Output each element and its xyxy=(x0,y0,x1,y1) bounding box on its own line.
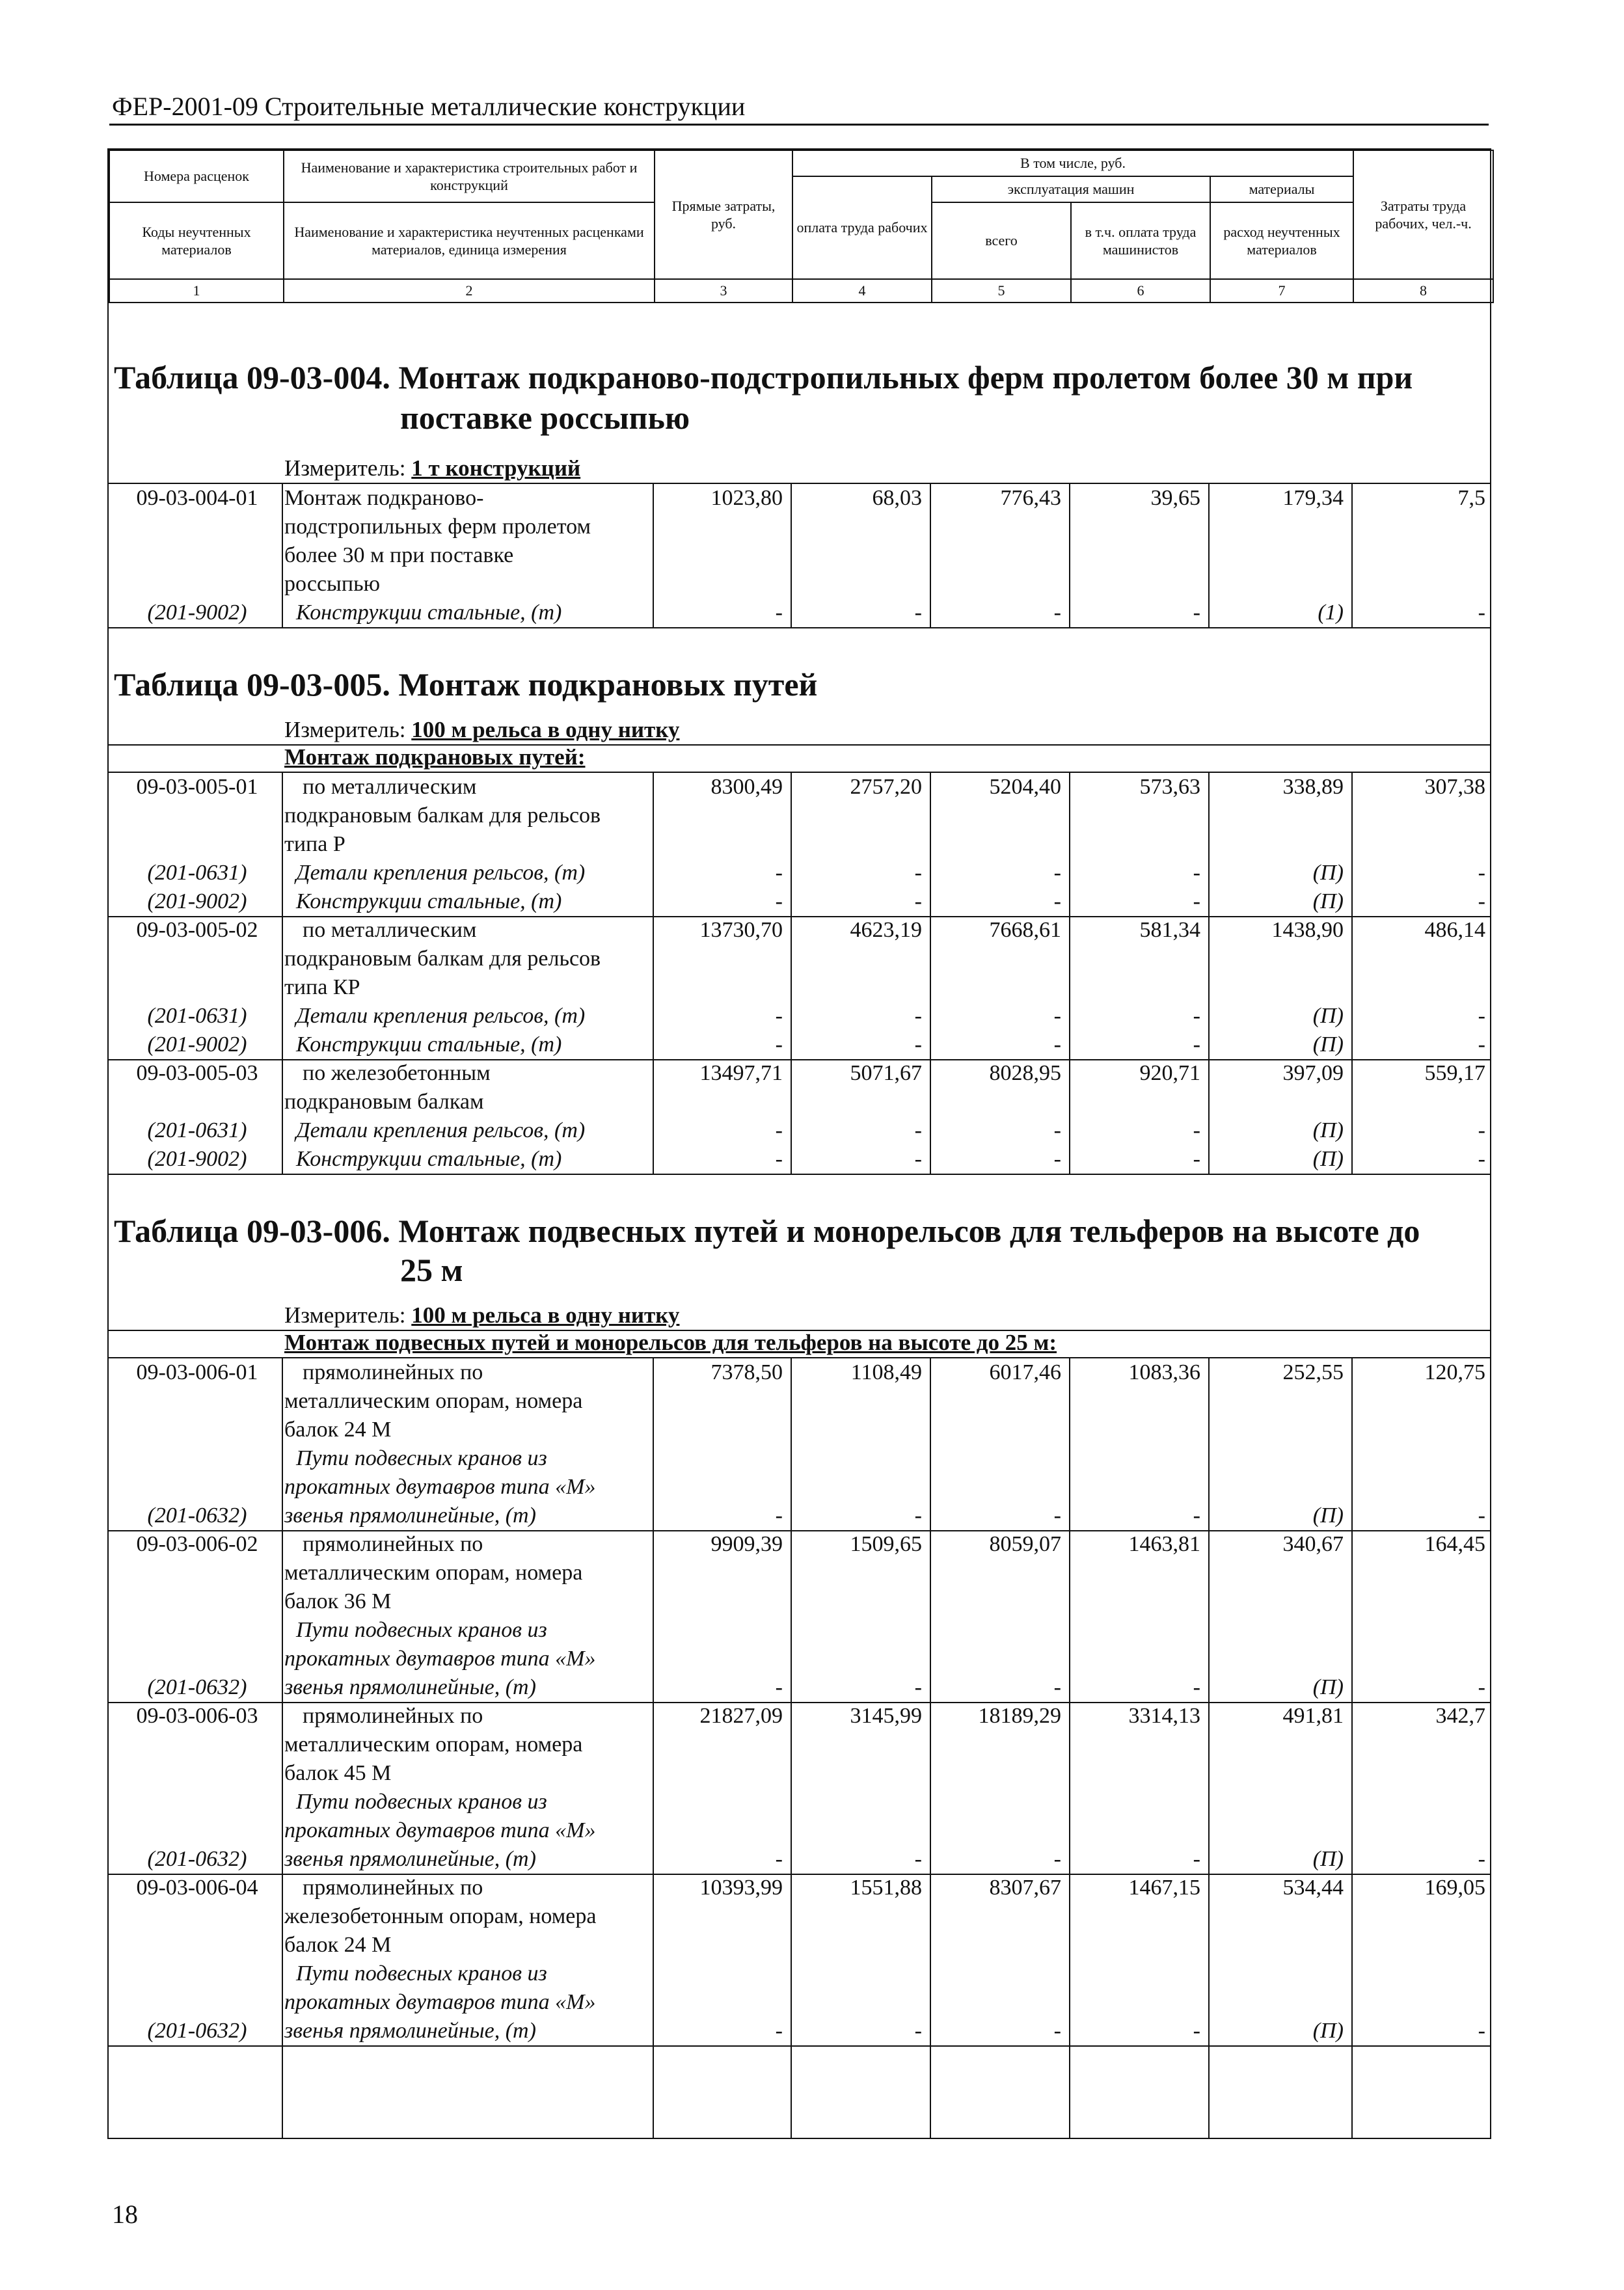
value-col-6: 3314,13 xyxy=(1128,1704,1200,1728)
description-line: железобетонным опорам, номера xyxy=(284,1904,597,1928)
description-line: звенья прямолинейные, (т) xyxy=(284,1675,536,1699)
value-col-6: - xyxy=(1193,1503,1200,1528)
value-col-4: 68,03 xyxy=(872,486,922,510)
value-col-4: 2757,20 xyxy=(850,775,922,799)
value-col-7: (П) xyxy=(1312,861,1344,885)
value-col-6: 920,71 xyxy=(1139,1061,1200,1085)
value-col-5: 7668,61 xyxy=(989,918,1061,942)
value-col-8: - xyxy=(1478,600,1485,625)
value-col-6: 1467,15 xyxy=(1128,1876,1200,1900)
value-col-3: 7378,50 xyxy=(710,1360,783,1384)
value-col-6: - xyxy=(1193,889,1200,913)
value-col-7: (П) xyxy=(1312,1503,1344,1528)
rate-code: 09-03-005-01 xyxy=(136,775,258,799)
rate-code: 09-03-006-03 xyxy=(136,1704,258,1728)
value-col-3: 21827,09 xyxy=(699,1704,783,1728)
material-row xyxy=(107,1002,1491,1030)
value-col-7: 340,67 xyxy=(1282,1532,1344,1556)
meter-line: Измеритель: 100 м рельса в одну нитку xyxy=(284,1302,680,1328)
value-col-3: - xyxy=(775,889,783,913)
material-row xyxy=(107,1960,1491,2045)
value-col-5: - xyxy=(1053,1147,1061,1171)
column-divider xyxy=(1208,1357,1210,2139)
col-number: 1 xyxy=(109,279,284,303)
description-line: прокатных двутавров типа «М» xyxy=(284,1647,596,1671)
description-line: металлическим опорам, номера xyxy=(284,1389,583,1413)
value-col-4: 3145,99 xyxy=(850,1704,922,1728)
value-col-5: 18189,29 xyxy=(978,1704,1061,1728)
value-col-4: - xyxy=(914,861,922,885)
material-row xyxy=(107,1030,1491,1059)
description-line: Детали крепления рельсов, (т) xyxy=(296,1004,586,1028)
description-line: прямолинейных по xyxy=(303,1876,483,1900)
header-machines-total: всего xyxy=(932,202,1071,279)
value-col-6: - xyxy=(1193,600,1200,625)
column-divider xyxy=(1069,1357,1070,2139)
title-underline xyxy=(109,124,1489,126)
material-row xyxy=(107,1444,1491,1530)
header-machinist-pay: в т.ч. оплата труда машинистов xyxy=(1071,202,1210,279)
header-material-usage: расход неучтенных материалов xyxy=(1210,202,1353,279)
value-col-4: - xyxy=(914,1147,922,1171)
value-col-4: - xyxy=(914,1118,922,1142)
column-divider xyxy=(791,1357,792,2139)
subheader: Монтаж подвесных путей и монорельсов для тельферов на высоте до 25 м: xyxy=(284,1330,1057,1355)
value-col-3: - xyxy=(775,1032,783,1057)
material-code: (201-0632) xyxy=(147,2019,247,2043)
column-divider xyxy=(1069,483,1070,627)
header-materials: материалы xyxy=(1210,176,1353,202)
section-title: Таблица 09-03-004. Монтаж подкраново-подстропильных ферм пролетом более 30 м при xyxy=(114,359,1413,396)
description-line: балок 24 М xyxy=(284,1418,392,1442)
material-row xyxy=(107,599,1491,627)
material-code: (201-9002) xyxy=(147,1032,247,1057)
section-title-cont: 25 м xyxy=(400,1252,463,1288)
description-line: типа Р xyxy=(284,832,345,856)
column-divider xyxy=(282,772,283,1174)
description-line: по металлическим xyxy=(303,918,477,942)
value-col-6: - xyxy=(1193,1147,1200,1171)
description-line: прямолинейных по xyxy=(303,1360,483,1384)
value-col-6: - xyxy=(1193,1004,1200,1028)
description-line: подкрановым балкам xyxy=(284,1090,484,1114)
rate-row xyxy=(107,1530,1491,1616)
value-col-3: - xyxy=(775,1004,783,1028)
description-line: россыпью xyxy=(284,572,380,596)
value-col-5: 5204,40 xyxy=(989,775,1061,799)
description-line: Пути подвесных кранов из xyxy=(296,1618,547,1642)
value-col-5: 8028,95 xyxy=(989,1061,1061,1085)
meter-line: Измеритель: 1 т конструкций xyxy=(284,455,581,481)
description-line: более 30 м при поставке xyxy=(284,543,514,567)
value-col-3: 9909,39 xyxy=(710,1532,783,1556)
section-title-cont: поставке россыпью xyxy=(400,399,690,436)
value-col-7: (П) xyxy=(1312,889,1344,913)
value-col-6: - xyxy=(1193,1847,1200,1871)
value-col-5: - xyxy=(1053,861,1061,885)
rate-row xyxy=(107,773,1491,859)
header-material-codes: Коды неучтенных материалов xyxy=(109,202,284,279)
value-col-8: - xyxy=(1478,889,1485,913)
material-row xyxy=(107,1116,1491,1145)
header-work-name: Наименование и характеристика строительных работ и конструкций xyxy=(284,150,655,202)
column-divider xyxy=(653,1357,654,2139)
rate-row xyxy=(107,1874,1491,1960)
value-col-4: - xyxy=(914,2019,922,2043)
value-col-6: 39,65 xyxy=(1150,486,1200,510)
rate-code: 09-03-004-01 xyxy=(136,486,258,510)
value-col-4: 4623,19 xyxy=(850,918,922,942)
rate-code: 09-03-005-03 xyxy=(136,1061,258,1085)
value-col-3: - xyxy=(775,2019,783,2043)
value-col-3: - xyxy=(775,1503,783,1528)
table-09-03-005 xyxy=(107,631,1491,1191)
value-col-7: (П) xyxy=(1312,1004,1344,1028)
value-col-4: 5071,67 xyxy=(850,1061,922,1085)
value-col-3: 8300,49 xyxy=(710,775,783,799)
value-col-7: (П) xyxy=(1312,2019,1344,2043)
description-line: Детали крепления рельсов, (т) xyxy=(296,861,586,885)
rate-row xyxy=(107,1059,1491,1116)
value-col-5: - xyxy=(1053,1118,1061,1142)
value-col-5: - xyxy=(1053,2019,1061,2043)
value-col-7: 338,89 xyxy=(1282,775,1344,799)
value-col-7: 252,55 xyxy=(1282,1360,1344,1384)
material-code: (201-0631) xyxy=(147,1118,247,1142)
value-col-8: 559,17 xyxy=(1424,1061,1485,1085)
description-line: по железобетонным xyxy=(303,1061,491,1085)
rate-row xyxy=(107,484,1491,599)
value-col-6: - xyxy=(1193,1118,1200,1142)
value-col-5: - xyxy=(1053,1675,1061,1699)
row-separator xyxy=(107,2045,1491,2047)
meter-value: 100 м рельса в одну нитку xyxy=(411,1302,680,1328)
material-row xyxy=(107,1788,1491,1874)
column-divider xyxy=(1351,772,1353,1174)
value-col-5: 8059,07 xyxy=(989,1532,1061,1556)
header-material-names: Наименование и характеристика неучтенных расценками материалов, единица измерения xyxy=(284,202,655,279)
material-code: (201-0631) xyxy=(147,861,247,885)
material-row xyxy=(107,859,1491,887)
material-row xyxy=(107,887,1491,916)
value-col-8: - xyxy=(1478,1004,1485,1028)
value-col-6: - xyxy=(1193,2019,1200,2043)
value-col-4: - xyxy=(914,1004,922,1028)
rate-code: 09-03-006-01 xyxy=(136,1360,258,1384)
column-divider xyxy=(930,483,931,627)
description-line: подкрановым балкам для рельсов xyxy=(284,803,601,828)
description-line: балок 24 М xyxy=(284,1933,392,1957)
table-09-03-006 xyxy=(107,1191,1491,2139)
col-number: 2 xyxy=(284,279,655,303)
column-divider xyxy=(1208,483,1210,627)
value-col-3: - xyxy=(775,1847,783,1871)
value-col-8: - xyxy=(1478,1675,1485,1699)
value-col-6: 581,34 xyxy=(1139,918,1200,942)
value-col-3: - xyxy=(775,1118,783,1142)
rate-row xyxy=(107,1702,1491,1788)
col-number: 7 xyxy=(1210,279,1353,303)
value-col-8: 7,5 xyxy=(1457,486,1485,510)
material-code: (201-0632) xyxy=(147,1847,247,1871)
value-col-5: 8307,67 xyxy=(989,1876,1061,1900)
value-col-3: - xyxy=(775,1147,783,1171)
value-col-7: (П) xyxy=(1312,1675,1344,1699)
value-col-8: - xyxy=(1478,2019,1485,2043)
rate-code: 09-03-005-02 xyxy=(136,918,258,942)
description-line: Конструкции стальные, (т) xyxy=(296,600,562,625)
value-col-8: 307,38 xyxy=(1424,775,1485,799)
value-col-3: 13730,70 xyxy=(699,918,783,942)
value-col-3: - xyxy=(775,1675,783,1699)
page-number: 18 xyxy=(112,2200,138,2229)
description-line: подкрановым балкам для рельсов xyxy=(284,947,601,971)
description-line: Детали крепления рельсов, (т) xyxy=(296,1118,586,1142)
description-line: прямолинейных по xyxy=(303,1532,483,1556)
description-line: звенья прямолинейные, (т) xyxy=(284,1847,536,1871)
description-line: прокатных двутавров типа «М» xyxy=(284,1990,596,2014)
description-line: по металлическим xyxy=(303,775,477,799)
description-line: Конструкции стальные, (т) xyxy=(296,1147,562,1171)
description-line: балок 36 М xyxy=(284,1589,392,1613)
description-line: звенья прямолинейные, (т) xyxy=(284,1503,536,1528)
column-divider xyxy=(930,1357,931,2139)
description-line: прямолинейных по xyxy=(303,1704,483,1728)
column-divider xyxy=(653,772,654,1174)
value-col-8: 169,05 xyxy=(1424,1876,1485,1900)
col-number: 8 xyxy=(1353,279,1493,303)
value-col-5: - xyxy=(1053,1847,1061,1871)
description-line: Пути подвесных кранов из xyxy=(296,1790,547,1814)
value-col-4: - xyxy=(914,1032,922,1057)
col-number: 5 xyxy=(932,279,1071,303)
subheader: Монтаж подкрановых путей: xyxy=(284,744,586,770)
header-worker-pay: оплата труда рабочих xyxy=(792,176,932,279)
value-col-4: 1509,65 xyxy=(850,1532,922,1556)
column-divider xyxy=(1351,1357,1353,2139)
value-col-8: - xyxy=(1478,861,1485,885)
description-line: балок 45 М xyxy=(284,1761,392,1785)
section-title: Таблица 09-03-006. Монтаж подвесных путей и монорельсов для тельферов на высоте до xyxy=(114,1213,1420,1249)
meter-line: Измеритель: 100 м рельса в одну нитку xyxy=(284,717,680,742)
col-number: 3 xyxy=(655,279,792,303)
description-line: прокатных двутавров типа «М» xyxy=(284,1818,596,1842)
value-col-8: 486,14 xyxy=(1424,918,1485,942)
description-line: металлическим опорам, номера xyxy=(284,1732,583,1757)
value-col-7: (П) xyxy=(1312,1147,1344,1171)
value-col-8: - xyxy=(1478,1147,1485,1171)
description-line: Конструкции стальные, (т) xyxy=(296,889,562,913)
description-line: металлическим опорам, номера xyxy=(284,1561,583,1585)
value-col-4: - xyxy=(914,1847,922,1871)
section-title: Таблица 09-03-005. Монтаж подкрановых путей xyxy=(114,666,818,703)
description-line: звенья прямолинейные, (т) xyxy=(284,2019,536,2043)
value-col-7: 491,81 xyxy=(1282,1704,1344,1728)
value-col-3: 13497,71 xyxy=(699,1061,783,1085)
document-title: ФЕР-2001-09 Строительные металлические конструкции xyxy=(112,92,746,121)
value-col-5: - xyxy=(1053,889,1061,913)
material-code: (201-9002) xyxy=(147,889,247,913)
value-col-4: - xyxy=(914,1503,922,1528)
rate-code: 09-03-006-04 xyxy=(136,1876,258,1900)
value-col-5: - xyxy=(1053,600,1061,625)
value-col-8: - xyxy=(1478,1847,1485,1871)
value-col-4: - xyxy=(914,889,922,913)
header-including: В том числе, руб. xyxy=(792,150,1353,176)
description-line: Конструкции стальные, (т) xyxy=(296,1032,562,1057)
column-divider xyxy=(791,772,792,1174)
value-col-7: 179,34 xyxy=(1282,486,1344,510)
value-col-4: - xyxy=(914,600,922,625)
rate-row xyxy=(107,1358,1491,1444)
header-labor-costs: Затраты труда рабочих, чел.-ч. xyxy=(1353,150,1493,279)
header-machines: эксплуатация машин xyxy=(932,176,1210,202)
column-divider xyxy=(1351,483,1353,627)
col-number: 6 xyxy=(1071,279,1210,303)
description-line: Пути подвесных кранов из xyxy=(296,1446,547,1470)
value-col-7: (П) xyxy=(1312,1032,1344,1057)
value-col-5: - xyxy=(1053,1004,1061,1028)
column-header-table xyxy=(109,150,1494,303)
value-col-7: (1) xyxy=(1318,600,1344,625)
value-col-4: 1551,88 xyxy=(850,1876,922,1900)
description-line: типа КР xyxy=(284,975,360,999)
rate-code: 09-03-006-02 xyxy=(136,1532,258,1556)
value-col-6: 573,63 xyxy=(1139,775,1200,799)
column-divider xyxy=(282,1357,283,2139)
value-col-6: - xyxy=(1193,1032,1200,1057)
material-row xyxy=(107,1145,1491,1174)
column-divider xyxy=(1208,772,1210,1174)
description-line: подстропильных ферм пролетом xyxy=(284,515,591,539)
value-col-4: 1108,49 xyxy=(850,1360,922,1384)
value-col-8: 342,7 xyxy=(1435,1704,1485,1728)
material-code: (201-9002) xyxy=(147,1147,247,1171)
value-col-7: 397,09 xyxy=(1282,1061,1344,1085)
column-divider xyxy=(1069,772,1070,1174)
header-rate-numbers: Номера расценок xyxy=(109,150,284,202)
value-col-4: - xyxy=(914,1675,922,1699)
value-col-6: 1083,36 xyxy=(1128,1360,1200,1384)
value-col-3: - xyxy=(775,861,783,885)
material-code: (201-0632) xyxy=(147,1675,247,1699)
description-line: Пути подвесных кранов из xyxy=(296,1961,547,1986)
material-code: (201-9002) xyxy=(147,600,247,625)
row-separator xyxy=(107,627,1491,628)
column-divider xyxy=(791,483,792,627)
value-col-8: - xyxy=(1478,1503,1485,1528)
header-direct-costs: Прямые затраты, руб. xyxy=(655,150,792,279)
value-col-8: 120,75 xyxy=(1424,1360,1485,1384)
column-divider xyxy=(930,772,931,1174)
table-09-03-004 xyxy=(107,332,1491,631)
value-col-8: - xyxy=(1478,1118,1485,1142)
meter-value: 1 т конструкций xyxy=(411,455,581,481)
description-line: Монтаж подкраново- xyxy=(284,486,484,510)
value-col-8: 164,45 xyxy=(1424,1532,1485,1556)
col-number: 4 xyxy=(792,279,932,303)
value-col-3: - xyxy=(775,600,783,625)
value-col-7: 1438,90 xyxy=(1271,918,1344,942)
column-divider xyxy=(653,483,654,627)
value-col-5: 776,43 xyxy=(1000,486,1061,510)
column-divider xyxy=(282,483,283,627)
value-col-3: 1023,80 xyxy=(710,486,783,510)
value-col-6: - xyxy=(1193,861,1200,885)
value-col-7: (П) xyxy=(1312,1847,1344,1871)
meter-value: 100 м рельса в одну нитку xyxy=(411,717,680,742)
value-col-8: - xyxy=(1478,1032,1485,1057)
material-code: (201-0631) xyxy=(147,1004,247,1028)
row-separator xyxy=(107,1174,1491,1175)
value-col-3: 10393,99 xyxy=(699,1876,783,1900)
value-col-5: 6017,46 xyxy=(989,1360,1061,1384)
value-col-6: 1463,81 xyxy=(1128,1532,1200,1556)
description-line: прокатных двутавров типа «М» xyxy=(284,1475,596,1499)
value-col-7: 534,44 xyxy=(1282,1876,1344,1900)
value-col-5: - xyxy=(1053,1032,1061,1057)
rate-row xyxy=(107,916,1491,1002)
material-row xyxy=(107,1616,1491,1702)
value-col-7: (П) xyxy=(1312,1118,1344,1142)
value-col-6: - xyxy=(1193,1675,1200,1699)
value-col-5: - xyxy=(1053,1503,1061,1528)
material-code: (201-0632) xyxy=(147,1503,247,1528)
